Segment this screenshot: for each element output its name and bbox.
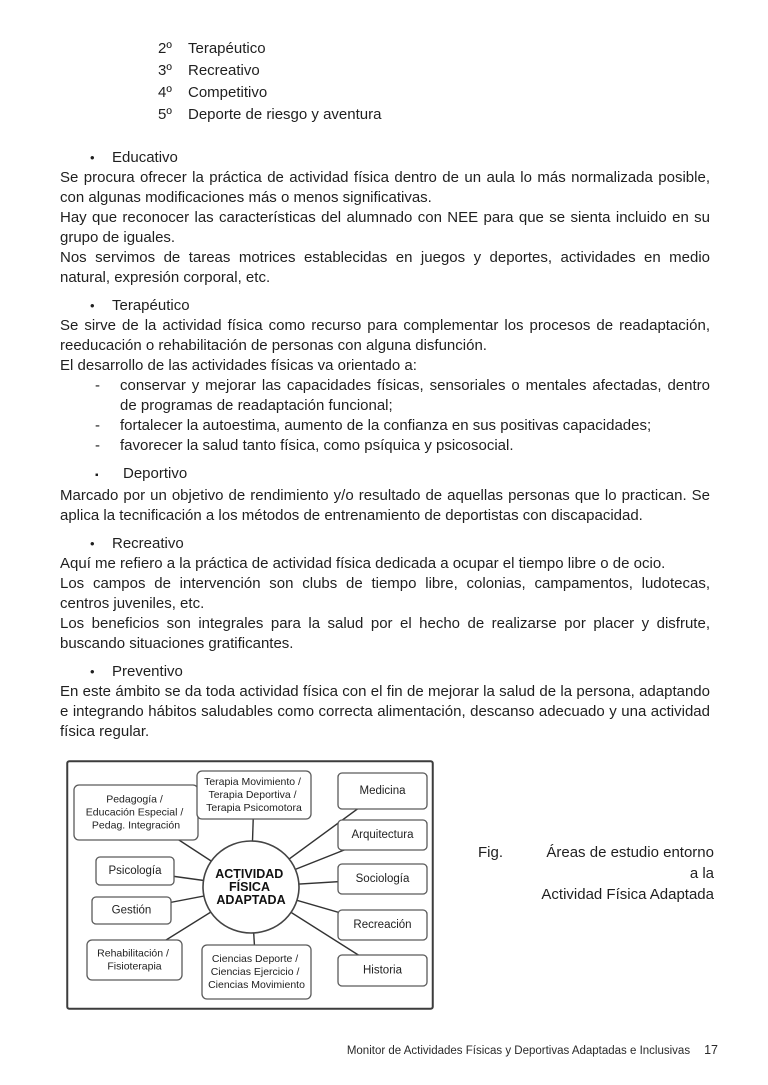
paragraph: Se sirve de la actividad física como recurso para complementar los procesos de readaptación, reeducación o rehabilitación de personas con alguna disfunción. [60,317,710,354]
intro-list [158,38,710,126]
dash-item-text: fortalecer la autoestima, aumento de la confianza en sus positivas capacidades; [120,417,652,434]
dash-item-text: conservar y mejorar las capacidades físicas, sensoriales o mentales afectadas, dentro de programas de readaptación funcional; [120,377,710,414]
section-deportivo [60,464,710,526]
node-pedagogia-label: Pedagogía / Educación Especial / Pedag. Integración [85,793,184,832]
list-item [158,82,710,104]
caption-label: Fig. [478,844,504,861]
dash-item-text: favorecer la salud tanto física, como psíquica y psicosocial. [120,437,514,454]
node-recreacion-label: Recreación [353,919,412,931]
dash-marker: - [95,417,100,434]
list-item [158,104,710,126]
caption-text [536,842,714,905]
node-medicina-label: Medicina [359,785,406,797]
node-gestion-label: Gestión [111,904,152,917]
dash-list-item [60,376,710,416]
section-title: Deportivo [123,465,188,482]
paragraph: Aquí me refiero a la práctica de actividad física dedicada a ocupar el tiempo libre o de ocio. [60,555,666,572]
paragraph: Los campos de intervención son clubs de tiempo libre, colonias, campamentos, ludotecas, centros juveniles, etc. [60,575,710,612]
page-number: 17 [704,1043,718,1057]
item-label: Recreativo [188,62,260,79]
section-title: Recreativo [112,535,184,552]
dash-list-item [60,436,710,456]
section-educativo [60,148,710,288]
dash-marker: - [95,377,100,394]
center-label: ACTIVIDAD FÍSICA ADAPTADA [215,867,286,907]
paragraph: Nos servimos de tareas motrices establecidas en juegos y deportes, actividades en medio natural, expresión corporal, etc. [60,249,710,286]
section-heading [60,464,710,486]
paragraph: En este ámbito se da toda actividad física con el fin de mejorar la salud de la persona, adaptando e integrando hábitos saludables como correcta alimentación, descanso adecuado y una actividad física regular. [60,683,710,740]
page-footer [347,1043,718,1057]
item-number: 5º [158,106,172,123]
caption-line: Áreas de estudio entorno a la [546,844,714,882]
node-arquitectura-label: Arquitectura [351,829,414,841]
section-heading [60,662,710,682]
node-terapia-label: Terapia Movimiento / Terapia Deportiva / Terapia Psicomotora [204,776,302,814]
section-recreativo [60,534,710,654]
item-label: Deporte de riesgo y aventura [188,106,382,123]
item-label: Terapéutico [188,40,266,57]
paragraph: Marcado por un objetivo de rendimiento y/o resultado de aquellas personas que lo practican. Se aplica la tecnificación a los métodos de entrenamiento de deportistas con discapacidad. [60,487,710,524]
paragraph: Hay que reconocer las características del alumnado con NEE para que se sienta incluido en su grupo de iguales. [60,209,710,246]
section-terapeutico [60,296,710,456]
node-psicologia-label: Psicología [108,865,162,877]
paragraph: El desarrollo de las actividades físicas va orientado a: [60,357,417,374]
section-heading [60,148,710,168]
section-title: Terapéutico [112,297,190,314]
adapted-physical-activity-diagram [66,760,434,1010]
node-historia-label: Historia [363,964,402,977]
bullet-icon: ▪ [95,470,99,481]
footer-text: Monitor de Actividades Físicas y Deportivas Adaptadas e Inclusivas [346,1045,691,1057]
list-item [158,60,710,82]
item-number: 2º [158,40,172,57]
section-title: Educativo [112,149,178,166]
bullet-icon: • [90,536,95,551]
section-preventivo [60,662,710,742]
section-heading [60,296,710,316]
list-item [158,38,710,60]
paragraph: Los beneficios son integrales para la salud por el hecho de realizarse por placer y disfrute, buscando situaciones gratificantes. [60,615,710,652]
section-title: Preventivo [112,663,183,680]
section-heading [60,534,710,554]
item-number: 4º [158,84,172,101]
node-sociologia-label: Sociología [355,873,410,885]
node-ciencias-label: Ciencias Deporte / Ciencias Ejercicio / Ciencias Movimiento [208,953,305,991]
bullet-icon: • [90,664,95,679]
paragraph: Se procura ofrecer la práctica de actividad física dentro de un aula lo más normalizada posible, con algunas modificaciones más o menos significativas. [60,169,710,206]
caption-line: Actividad Física Adaptada [541,886,714,903]
bullet-icon: • [90,150,95,165]
bullet-icon: • [90,298,95,313]
figure-caption [478,842,714,905]
dash-list-item [60,416,710,436]
item-number: 3º [158,62,172,79]
node-rehabilitacion-label: Rehabilitación / Fisioterapia [97,947,169,973]
dash-marker: - [95,437,100,454]
item-label: Competitivo [188,84,268,101]
